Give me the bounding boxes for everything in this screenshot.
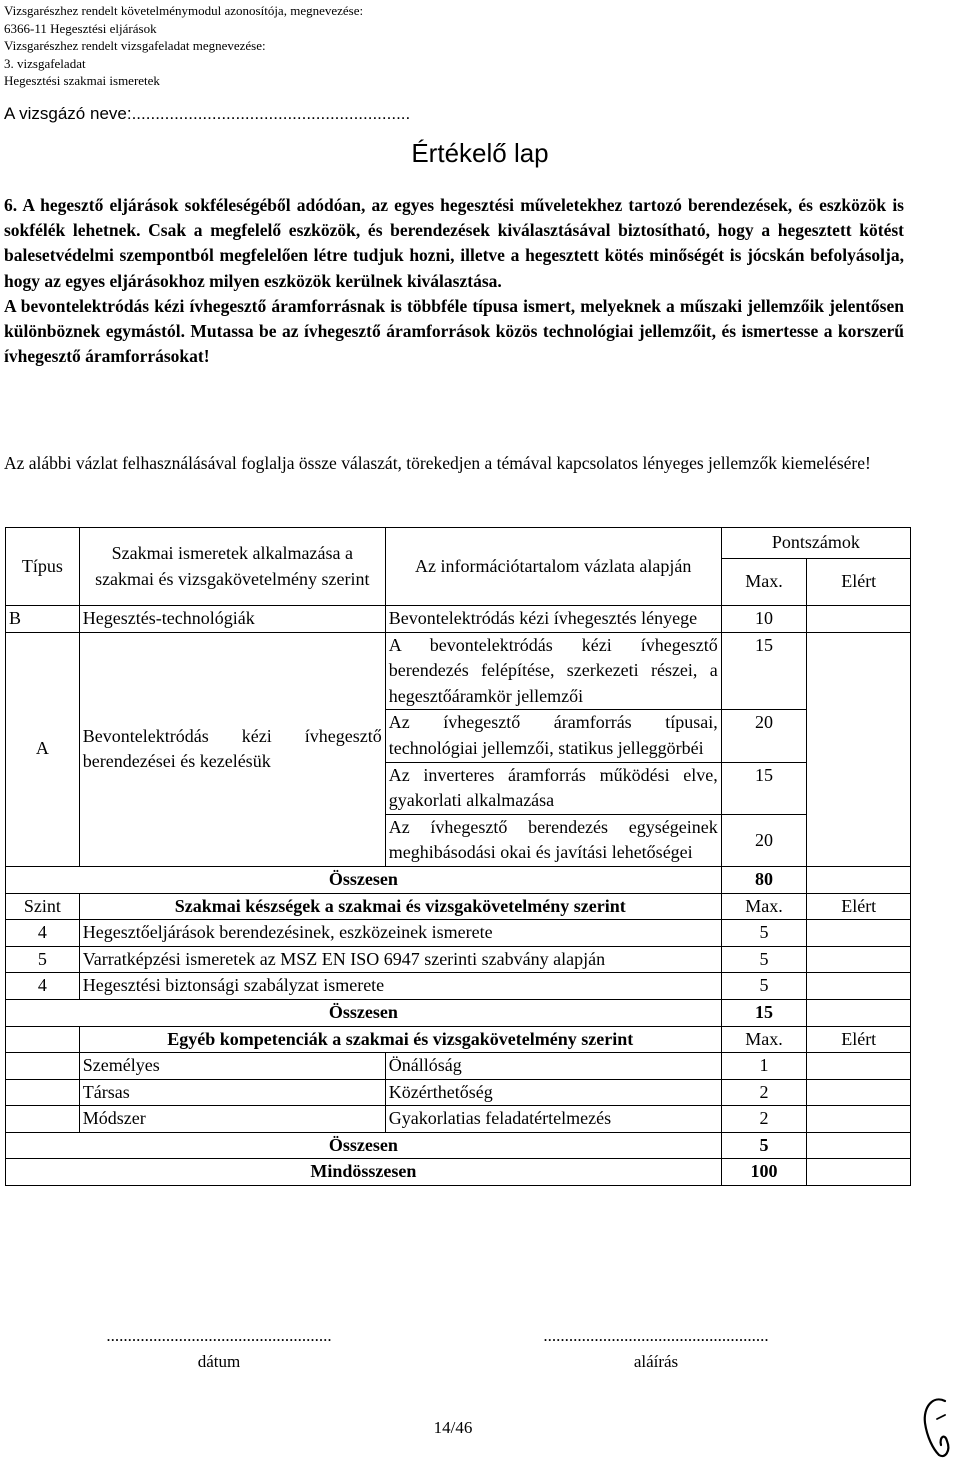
header-points: Pontszámok — [721, 528, 910, 559]
max-cell: 5 — [721, 973, 807, 1000]
skill-cell: Hegesztési biztonsági szabályzat ismerete — [79, 973, 721, 1000]
subtotal-value: 15 — [721, 999, 807, 1026]
task-paragraph-2: A bevontelektródás kézi ívhegesztő áramforrásnak is többféle típusa ismert, melyeknek a műszaki jellemzőik jelentősen különböznek egymástól. Mutassa be az ívhegesztő áramforrások közös technológiai jellemzőit, és ismertesse a korszerű ívhegesztő áramforrásokat! — [4, 295, 904, 367]
page-title: Értékelő lap — [411, 138, 549, 168]
date-label: dátum — [197, 1352, 241, 1371]
achieved-cell — [807, 1053, 911, 1080]
header-line: Vizsgarészhez rendelt követelménymodul azonosítója, megnevezése: — [4, 3, 364, 18]
skills-header-row — [6, 893, 911, 920]
table-row — [6, 1106, 911, 1133]
header-type: Típus — [6, 528, 80, 606]
achieved-cell — [807, 1132, 911, 1159]
category-cell: Társas — [79, 1079, 385, 1106]
document-header — [4, 2, 363, 90]
table-row — [6, 1053, 911, 1080]
signature-field — [523, 1326, 789, 1372]
max-cell: 15 — [721, 762, 807, 814]
header-skills: Szakmai készségek a szakmai és vizsgakövetelmény szerint — [79, 893, 721, 920]
achieved-cell — [807, 606, 911, 633]
subtotal-row — [6, 999, 911, 1026]
header-line: 6366-11 Hegesztési eljárások — [4, 20, 157, 36]
header-competencies: Egyéb kompetenciák a szakmai és vizsgakövetelmény szerint — [79, 1026, 721, 1053]
header-line: Hegesztési szakmai ismeretek — [4, 73, 160, 89]
signature-dots: ..................................................... — [543, 1326, 769, 1345]
date-dots: ..................................................... — [106, 1326, 332, 1345]
header-max: Max. — [721, 893, 807, 920]
task-paragraph-1: 6. A hegesztő eljárások sokféleségéből adódóan, az egyes hegesztési műveletekhez tartozó berendezések, és eszközök is sokfélék lehetnek. Csak a megfelelő eszközök, és berendezések kiválasztásával biztosítható, hogy a hegesztett kötést balesetvédelmi szempontból megfelelően létre tudjuk hozni, illetve a hegesztett kötés minőségét is jócskán befolyásolja, hogy az egyes eljárásokhoz milyen eszközök kerülnek kiválasztása. — [4, 195, 904, 291]
outline-cell: Az inverteres áramforrás működési elve, gyakorlati alkalmazása — [385, 762, 721, 814]
header-max: Max. — [721, 559, 807, 606]
outline-cell: Az ívhegesztő áramforrás típusai, technológiai jellemzői, statikus jelleggörbéi — [385, 710, 721, 762]
category-cell: Személyes — [79, 1053, 385, 1080]
max-cell: 2 — [721, 1079, 807, 1106]
examinee-name-field: A vizsgázó neve:........................................................... — [4, 104, 411, 123]
type-cell: A — [6, 632, 80, 866]
subtotal-label: Összesen — [6, 999, 722, 1026]
total-label: Mindösszesen — [6, 1159, 722, 1186]
total-row — [6, 1159, 911, 1186]
page-number: 14/46 — [433, 1418, 473, 1437]
max-cell: 15 — [721, 632, 807, 710]
type-cell: B — [6, 606, 80, 633]
header-knowledge: Szakmai ismeretek alkalmazása a szakmai és vizsgakövetelmény szerint — [79, 528, 385, 606]
competency-cell: Gyakorlatias feladatértelmezés — [385, 1106, 721, 1133]
achieved-cell — [807, 973, 911, 1000]
skill-cell: Hegesztőeljárások berendezésinek, eszközeinek ismerete — [79, 920, 721, 947]
max-cell: 20 — [721, 710, 807, 762]
competencies-header-row — [6, 1026, 911, 1053]
max-cell: 20 — [721, 814, 807, 866]
level-cell: 5 — [6, 946, 80, 973]
achieved-cell — [807, 1079, 911, 1106]
signature-label: aláírás — [633, 1352, 679, 1371]
topic-cell: Bevontelektródás kézi ívhegesztő berendezései és kezelésük — [79, 632, 385, 866]
max-cell: 5 — [721, 946, 807, 973]
header-achieved: Elért — [807, 893, 911, 920]
table-row — [6, 632, 911, 710]
max-cell: 2 — [721, 1106, 807, 1133]
table-row — [6, 946, 911, 973]
competency-cell: Önállóság — [385, 1053, 721, 1080]
empty-cell — [6, 1079, 80, 1106]
achieved-cell — [807, 632, 911, 866]
header-achieved: Elért — [807, 559, 911, 606]
table-row — [6, 973, 911, 1000]
skill-cell — [79, 946, 721, 973]
subtotal-row — [6, 866, 911, 893]
outline-cell: Bevontelektródás kézi ívhegesztés lényege — [385, 606, 721, 633]
outline-cell: Az ívhegesztő berendezés egységeinek meghibásodási okai és javítási lehetőségei — [385, 814, 721, 866]
empty-cell — [6, 1106, 80, 1133]
competency-cell: Közérthetőség — [385, 1079, 721, 1106]
date-field — [86, 1326, 352, 1372]
table-row — [6, 1079, 911, 1106]
header-line: 3. vizsgafeladat — [4, 55, 86, 71]
subtotal-label: Összesen — [6, 866, 722, 893]
evaluation-table — [5, 527, 911, 1186]
category-cell: Módszer — [79, 1106, 385, 1133]
header-outline: Az információtartalom vázlata alapján — [385, 528, 721, 606]
subtotal-value: 80 — [721, 866, 807, 893]
skill-text: Varratképzési ismeretek az MSZ EN ISO 6947 szerinti szabvány alapján — [82, 948, 606, 969]
achieved-cell — [807, 946, 911, 973]
total-value: 100 — [721, 1159, 807, 1186]
subtotal-label: Összesen — [6, 1132, 722, 1159]
topic-cell: Hegesztés-technológiák — [79, 606, 385, 633]
handwritten-signature-icon — [915, 1393, 955, 1459]
empty-cell — [6, 1053, 80, 1080]
achieved-cell — [807, 866, 911, 893]
level-cell: 4 — [6, 920, 80, 947]
empty-cell — [6, 1026, 80, 1053]
achieved-cell — [807, 999, 911, 1026]
achieved-cell — [807, 1159, 911, 1186]
outline-cell: A bevontelektródás kézi ívhegesztő berendezés felépítése, szerkezeti részei, a hegesztőáramkör jellemzői — [385, 632, 721, 710]
max-cell: 10 — [721, 606, 807, 633]
header-achieved: Elért — [807, 1026, 911, 1053]
table-row — [6, 606, 911, 633]
task-description — [4, 193, 904, 369]
table-row — [6, 920, 911, 947]
header-max: Max. — [721, 1026, 807, 1053]
achieved-cell — [807, 920, 911, 947]
subtotal-value: 5 — [721, 1132, 807, 1159]
table-header-row — [6, 528, 911, 559]
achieved-cell — [807, 1106, 911, 1133]
max-cell: 1 — [721, 1053, 807, 1080]
max-cell: 5 — [721, 920, 807, 947]
instruction-text: Az alábbi vázlat felhasználásával foglalja össze válaszát, törekedjen a témával kapcsolatos lényeges jellemzők kiemelésére! — [4, 453, 871, 473]
level-cell: 4 — [6, 973, 80, 1000]
header-line: Vizsgarészhez rendelt vizsgafeladat megnevezése: — [4, 38, 266, 54]
header-level: Szint — [6, 893, 80, 920]
subtotal-row — [6, 1132, 911, 1159]
